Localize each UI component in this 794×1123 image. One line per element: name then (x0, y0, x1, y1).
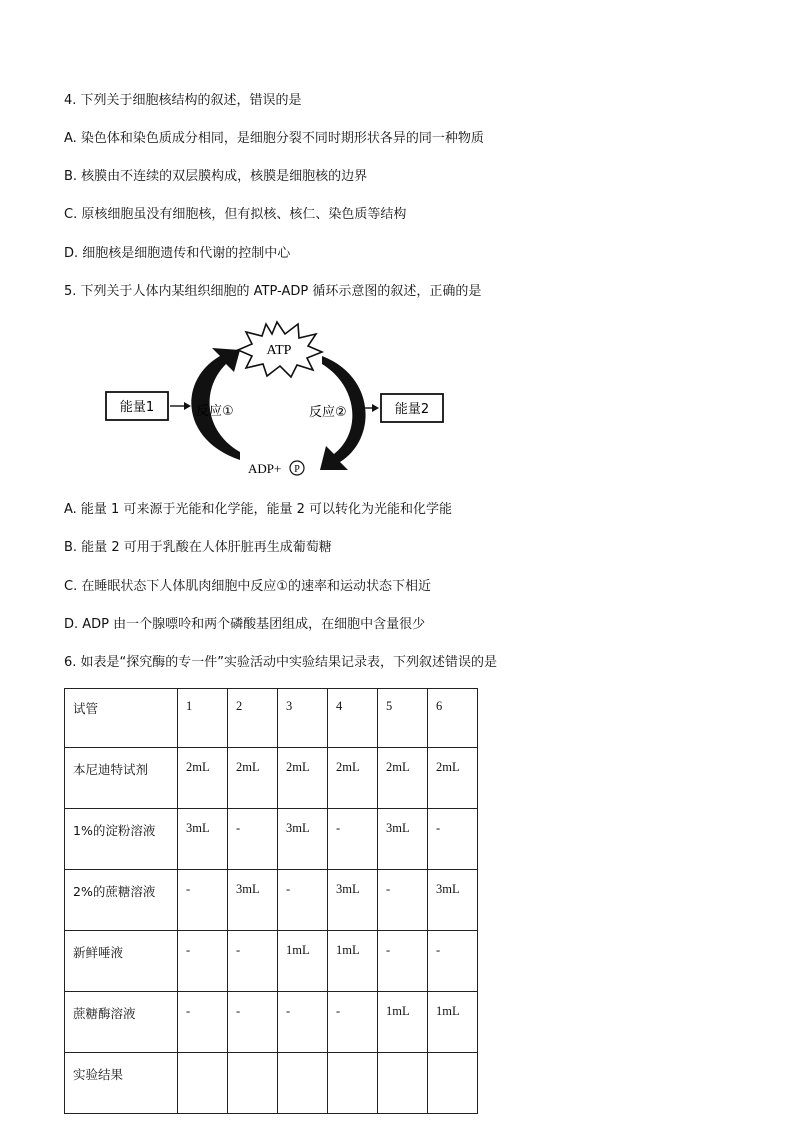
table-cell: 2mL (228, 748, 278, 809)
phosphate-label: P (294, 464, 300, 475)
atp-label: ATP (266, 343, 292, 358)
reaction2-label: 反应② (309, 405, 347, 420)
experiment-results-table (64, 688, 478, 1114)
table-cell: 2mL (378, 748, 428, 809)
table-cell: 2 (228, 689, 278, 748)
table-cell: 3mL (178, 809, 228, 870)
q5-option-a: A. 能量 1 可来源于光能和化学能，能量 2 可以转化为光能和化学能 (64, 502, 453, 517)
table-cell: 1mL (278, 931, 328, 992)
table-cell: - (228, 809, 278, 870)
table-cell: - (428, 809, 478, 870)
table-cell: 5 (378, 689, 428, 748)
q5-option-b: B. 能量 2 可用于乳酸在人体肝脏再生成葡萄糖 (64, 540, 332, 555)
table-cell: 3 (278, 689, 328, 748)
table-cell: - (278, 870, 328, 931)
table-cell: 3mL (228, 870, 278, 931)
table-row (65, 809, 478, 870)
table-cell: - (178, 931, 228, 992)
q4-option-a: A. 染色体和染色质成分相同，是细胞分裂不同时期形状各异的同一种物质 (64, 131, 484, 146)
table-cell (328, 1053, 378, 1114)
table-row-label: 新鲜唾液 (65, 931, 178, 992)
table-cell: 3mL (378, 809, 428, 870)
table-cell: - (228, 992, 278, 1053)
table-cell: 2mL (328, 748, 378, 809)
reaction1-label: 反应① (196, 404, 234, 419)
energy2-arrowhead-icon (372, 404, 379, 412)
energy2-label: 能量2 (394, 402, 430, 417)
table-cell: 4 (328, 689, 378, 748)
table-cell: - (278, 992, 328, 1053)
table-cell: 2mL (428, 748, 478, 809)
adp-label: ADP+ (248, 461, 282, 476)
table-cell: 6 (428, 689, 478, 748)
table-cell: 1 (178, 689, 228, 748)
table-row-label: 实验结果 (65, 1053, 178, 1114)
table-cell: 1mL (328, 931, 378, 992)
q4-option-b: B. 核膜由不连续的双层膜构成，核膜是细胞核的边界 (64, 169, 368, 184)
table-cell: - (178, 870, 228, 931)
q5-option-d: D. ADP 由一个腺嘌呤和两个磷酸基团组成，在细胞中含量很少 (64, 617, 426, 632)
table-row-label: 蔗糖酶溶液 (65, 992, 178, 1053)
table-cell (378, 1053, 428, 1114)
q6-stem: 6. 如表是“探究酶的专一件”实验活动中实验结果记录表，下列叙述错误的是 (64, 655, 498, 670)
energy1-label: 能量1 (119, 400, 155, 415)
table-row (65, 931, 478, 992)
table-cell: - (428, 931, 478, 992)
table-header-row (65, 689, 478, 748)
table-cell (278, 1053, 328, 1114)
q4-option-d: D. 细胞核是细胞遗传和代谢的控制中心 (64, 246, 291, 261)
q5-option-c: C. 在睡眠状态下人体肌肉细胞中反应①的速率和运动状态下相近 (64, 579, 431, 594)
table-cell: - (378, 870, 428, 931)
table-cell: - (178, 992, 228, 1053)
table-cell: - (328, 992, 378, 1053)
table-row-label: 2%的蔗糖溶液 (65, 870, 178, 931)
table-row (65, 748, 478, 809)
q4-stem: 4. 下列关于细胞核结构的叙述，错误的是 (64, 93, 302, 108)
table-cell: 3mL (328, 870, 378, 931)
table-row-label: 试管 (65, 689, 178, 748)
table-row (65, 1053, 478, 1114)
table-cell: 1mL (378, 992, 428, 1053)
table-row (65, 992, 478, 1053)
energy1-arrowhead-icon (184, 402, 191, 410)
table-row-label: 1%的淀粉溶液 (65, 809, 178, 870)
table-cell: 2mL (178, 748, 228, 809)
table-cell: 1mL (428, 992, 478, 1053)
table-cell: 3mL (278, 809, 328, 870)
table-cell: - (228, 931, 278, 992)
table-cell: - (328, 809, 378, 870)
q4-option-c: C. 原核细胞虽没有细胞核，但有拟核、核仁、染色质等结构 (64, 207, 407, 222)
table-row-label: 本尼迪特试剂 (65, 748, 178, 809)
q5-stem: 5. 下列关于人体内某组织细胞的 ATP-ADP 循环示意图的叙述，正确的是 (64, 284, 482, 299)
table-cell: - (378, 931, 428, 992)
table-cell (228, 1053, 278, 1114)
table-cell (178, 1053, 228, 1114)
atp-adp-cycle-diagram (100, 320, 450, 485)
table-cell: 3mL (428, 870, 478, 931)
table-cell (428, 1053, 478, 1114)
table-row (65, 870, 478, 931)
table-cell: 2mL (278, 748, 328, 809)
